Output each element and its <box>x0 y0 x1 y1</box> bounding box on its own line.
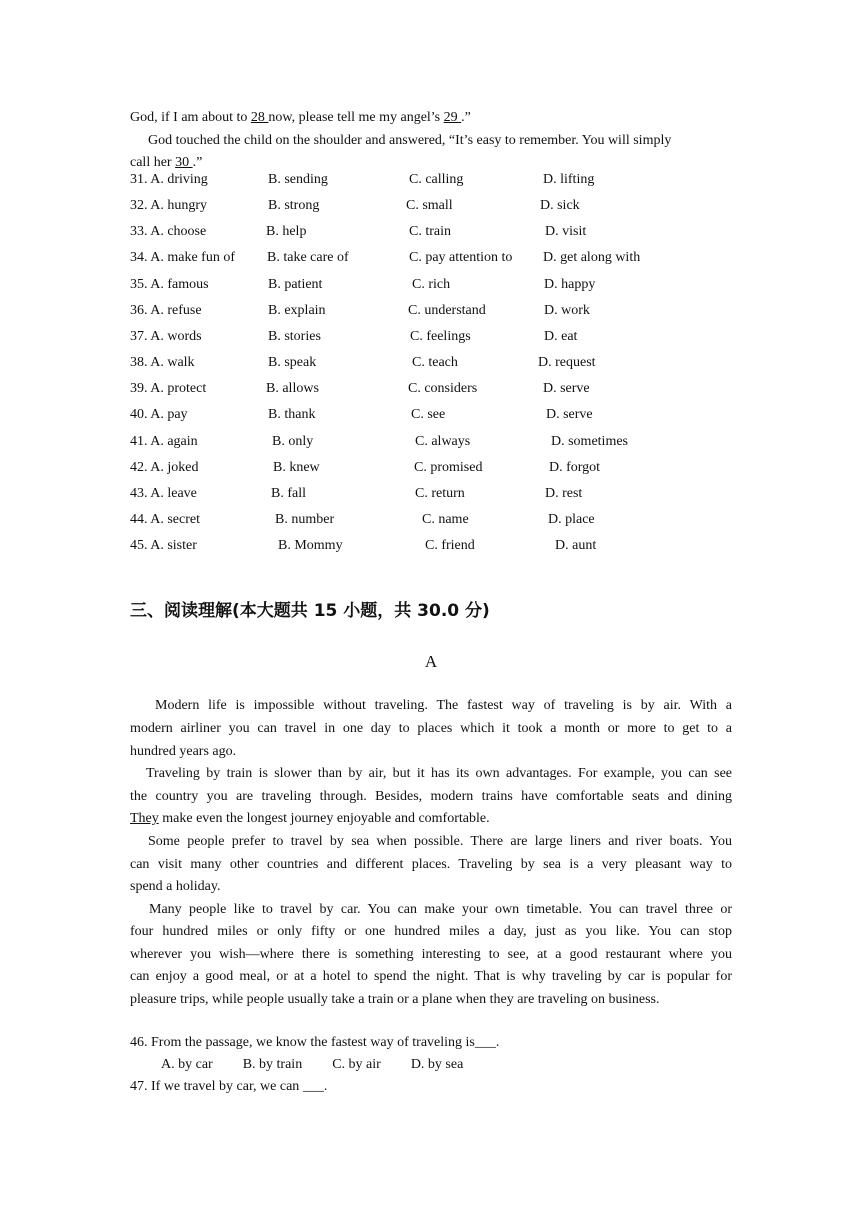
option-b: B. thank <box>268 407 316 423</box>
passage-p1-line: hundred years ago. <box>130 744 237 759</box>
passage-p2-line: Traveling by train is slower than by air, but it has its own advantages. For example, you can see <box>146 766 732 781</box>
option-c: C. pay attention to <box>409 250 513 266</box>
intro-line-2: God touched the child on the shoulder and answered, “It’s easy to remember. You will simply <box>148 133 672 148</box>
option-a: A. famous <box>150 276 209 292</box>
question-number-option-a <box>130 355 195 371</box>
option-c: C. feelings <box>410 328 471 344</box>
passage-p3-line: Some people prefer to travel by sea when possible. There are large liners and river boats. You <box>148 834 732 849</box>
question-number: 36. <box>130 302 148 318</box>
option-c: C. promised <box>414 459 483 475</box>
option-b: B. number <box>275 511 335 527</box>
option-c: C. always <box>415 433 471 449</box>
option-c: C. train <box>409 224 451 240</box>
question-number: 31. <box>130 172 148 187</box>
passage-p4-line: wherever you wish—where there is something interesting to see, at a good restaurant where you <box>130 947 732 962</box>
option-d: D. serve <box>546 407 593 423</box>
option-d: D. request <box>538 355 596 371</box>
question-number-option-a <box>130 224 206 240</box>
option-d: D. get along with <box>543 250 641 266</box>
question-row <box>130 512 732 530</box>
intro-text: God, if I am about to <box>130 110 251 125</box>
question-number: 43. <box>130 485 148 501</box>
question-row <box>130 224 732 242</box>
intro-text: .” <box>192 155 203 170</box>
option-c: C. name <box>422 511 469 527</box>
option-a: A. hungry <box>150 198 208 214</box>
option-a: A. words <box>150 328 202 344</box>
question-number: 34. <box>130 250 148 266</box>
option-a: A. make fun of <box>150 250 235 266</box>
question-number-option-a <box>130 329 202 345</box>
option-a: A. driving <box>150 172 208 187</box>
passage-p4-line: can enjoy a good meal, or at a hotel to spend the night. That is why traveling by car is popular for <box>130 969 732 984</box>
option-a: A. again <box>150 433 198 449</box>
question-number: 44. <box>130 511 148 527</box>
passage-p4-line: Many people like to travel by car. You can make your own timetable. You can travel three or <box>149 902 732 917</box>
question-number: 37. <box>130 328 148 344</box>
intro-line-1 <box>130 109 471 127</box>
question-row <box>130 381 732 399</box>
question-number-option-a <box>130 381 206 397</box>
question-number-option-a <box>130 277 209 293</box>
blank-29: 29 <box>443 110 462 125</box>
question-47 <box>130 1078 327 1096</box>
question-number-option-a <box>130 303 202 319</box>
option-c: C. friend <box>425 538 475 554</box>
passage-p4-line: four hundred miles or only fifty or one hundred miles a day, just as you like. You can stop <box>130 924 732 939</box>
question-number: 45. <box>130 538 148 554</box>
question-number-option-a <box>130 250 235 266</box>
question-number-option-a <box>130 486 197 502</box>
underlined-word: They <box>130 811 159 826</box>
answer-blank: ___ <box>474 1035 496 1050</box>
intro-text: call her <box>130 155 176 170</box>
option-a: A. choose <box>150 224 207 240</box>
blank-28: 28 <box>250 110 269 125</box>
passage-title: A <box>424 652 438 671</box>
option-d: D. by sea <box>410 1057 464 1072</box>
option-a: A. protect <box>150 381 207 397</box>
option-a: A. secret <box>150 511 200 527</box>
question-row <box>130 329 732 347</box>
passage-p3-line: spend a holiday. <box>130 879 221 894</box>
question-row <box>130 277 732 295</box>
option-b: B. allows <box>266 381 319 397</box>
option-d: D. work <box>544 302 590 318</box>
punctuation: . <box>323 1079 328 1094</box>
question-row <box>130 198 732 216</box>
option-c: C. by air <box>332 1057 381 1072</box>
option-c: C. considers <box>408 381 478 397</box>
question-number: 38. <box>130 355 148 371</box>
option-d: D. place <box>548 511 595 527</box>
option-b: B. help <box>266 224 307 240</box>
passage-text: make even the longest journey enjoyable and comfortable. <box>158 811 490 826</box>
option-b: B. strong <box>268 198 320 214</box>
option-c: C. small <box>406 198 453 214</box>
question-row <box>130 538 732 556</box>
question-number-option-a <box>130 538 197 554</box>
question-number: 40. <box>130 407 148 423</box>
question-number: 35. <box>130 276 148 292</box>
option-b: B. sending <box>268 172 328 187</box>
option-b: B. only <box>272 433 314 449</box>
option-b: B. knew <box>273 459 320 475</box>
question-row <box>130 250 732 268</box>
intro-line-3 <box>130 154 202 172</box>
option-d: D. sometimes <box>551 433 628 449</box>
option-a: A. pay <box>150 407 188 423</box>
section-heading: 三、阅读理解(本大题共 15 小题，共 30.0 分) <box>130 601 490 621</box>
option-c: C. rich <box>412 276 451 292</box>
option-d: D. happy <box>544 276 596 292</box>
option-a: A. refuse <box>150 302 202 318</box>
passage-p2-line <box>130 810 490 828</box>
question-row <box>130 303 732 321</box>
option-b: B. speak <box>268 355 317 371</box>
option-a: A. sister <box>150 538 197 554</box>
question-row <box>130 407 732 425</box>
punctuation: . <box>495 1035 500 1050</box>
passage-p4-line: pleasure trips, while people usually take a train or a plane when they are traveling on business. <box>130 992 660 1007</box>
passage-p2-line: the country you are traveling through. Besides, modern trains have comfortable seats and dining <box>130 789 732 804</box>
option-c: C. see <box>411 407 446 423</box>
option-b: B. stories <box>268 328 321 344</box>
passage-p1-line: modern airliner you can travel in one day to places which it took a month or more to get to a <box>130 721 732 736</box>
option-b: B. fall <box>271 485 306 501</box>
option-c: C. understand <box>408 302 486 318</box>
question-46-options <box>161 1056 463 1074</box>
question-row <box>130 172 732 190</box>
question-number-option-a <box>130 407 188 423</box>
option-c: C. calling <box>409 172 464 187</box>
option-c: C. return <box>415 485 465 501</box>
option-b: B. explain <box>268 302 326 318</box>
option-d: D. eat <box>544 328 578 344</box>
option-a: A. walk <box>150 355 195 371</box>
option-d: D. visit <box>545 224 587 240</box>
passage-p1-line: Modern life is impossible without traveling. The fastest way of traveling is by air. With a <box>155 698 732 713</box>
question-row <box>130 460 732 478</box>
blank-30: 30 <box>175 155 193 170</box>
question-number: 39. <box>130 381 148 397</box>
option-a: A. by car <box>161 1057 213 1072</box>
question-number-option-a <box>130 512 200 528</box>
option-b: B. by train <box>242 1057 303 1072</box>
option-b: B. take care of <box>267 250 349 266</box>
question-number: 32. <box>130 198 148 214</box>
question-number: 41. <box>130 433 148 449</box>
option-d: D. rest <box>545 485 583 501</box>
question-stem: 47. If we travel by car, we can <box>130 1079 303 1094</box>
question-number-option-a <box>130 172 208 188</box>
question-number: 33. <box>130 224 148 240</box>
question-number-option-a <box>130 198 207 214</box>
option-a: A. leave <box>150 485 197 501</box>
option-c: C. teach <box>412 355 458 371</box>
option-d: D. lifting <box>543 172 595 187</box>
option-d: D. forgot <box>549 459 601 475</box>
intro-text: now, please tell me my angel’s <box>268 110 444 125</box>
question-stem: 46. From the passage, we know the fastest way of traveling is <box>130 1035 475 1050</box>
option-d: D. serve <box>543 381 590 397</box>
question-row <box>130 355 732 373</box>
passage-p3-line: can visit many other countries and different places. Traveling by sea is a very pleasant way to <box>130 857 732 872</box>
option-d: D. sick <box>540 198 580 214</box>
question-number-option-a <box>130 434 198 450</box>
question-46 <box>130 1034 499 1052</box>
option-a: A. joked <box>150 459 199 475</box>
option-d: D. aunt <box>555 538 597 554</box>
option-b: B. Mommy <box>278 538 343 554</box>
option-b: B. patient <box>268 276 323 292</box>
question-number-option-a <box>130 460 198 476</box>
question-row <box>130 486 732 504</box>
intro-text: .” <box>461 110 471 125</box>
answer-blank: ___ <box>302 1079 324 1094</box>
question-row <box>130 434 732 452</box>
question-number: 42. <box>130 459 148 475</box>
